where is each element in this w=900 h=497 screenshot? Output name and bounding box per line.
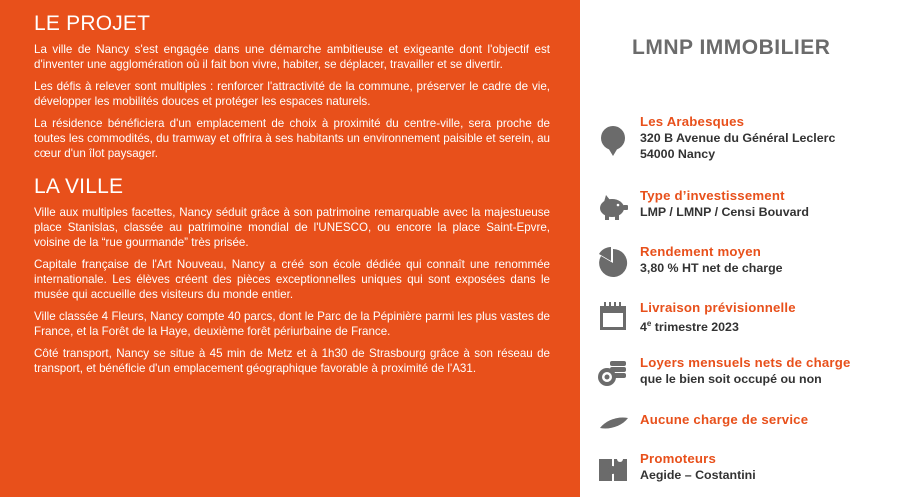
ville-paragraph-2: Capitale française de l'Art Nouveau, Nancy a créé son école dédiée qui connaît une renommée internationale. Les élèves créent des pièces exceptionnelles uniques qui sont exposées dans le musée qui accueille des visiteurs du monde entier. [34,258,550,301]
location-title: Les Arabesques [640,114,745,129]
projet-paragraph-1: La ville de Nancy s'est engagée dans une démarche ambitieuse et exigeante dont l'objectif est d'inventer une agglomération où il fait bon vivre, habiter, se déplacer, travailler et se divertir. [34,43,550,71]
info-yield [594,244,900,288]
investment-value: LMP / LMNP / Censi Bouvard [640,205,809,219]
pie-chart-icon [596,246,630,280]
delivery-value: 4e trimestre 2023 [640,319,739,335]
projet-title: LE PROJET [34,12,151,35]
ville-paragraph-4: Côté transport, Nancy se situe à 45 min de Metz et à 1h30 de Strasbourg grâce à son réseau de transport, et bénéficie d'un emplacement géographique favorable à proximité de l'A31. [34,347,550,375]
rent-title: Loyers mensuels nets de charge [640,355,851,370]
map-pin-icon [596,124,630,158]
promoter-value: Aegide – Costantini [640,468,756,482]
service-title: Aucune charge de service [640,412,809,427]
puzzle-icon [596,453,630,487]
yield-value: 3,80 % HT net de charge [640,261,783,275]
calendar-icon [596,300,630,334]
location-address: 320 B Avenue du Général Leclerc [640,131,836,145]
right-panel [580,0,900,497]
info-location [594,114,900,161]
info-delivery [594,300,900,344]
info-rent [594,355,900,399]
ville-paragraph-3: Ville classée 4 Fleurs, Nancy compte 40 parcs, dont le Parc de la Pépinière parmi les plus vastes de France, et la Forêt de la Haye, deuxième forêt périurbaine de France. [34,310,550,338]
delivery-title: Livraison prévisionnelle [640,300,796,315]
yield-title: Rendement moyen [640,244,761,259]
ville-paragraph-1: Ville aux multiples facettes, Nancy séduit grâce à son patrimoine remarquable avec la majestueuse place Stanislas, classée au patrimoine mondial de l'UNESCO, ou encore la place Saint-Epvre, voisine de la “rue gourmande” très prisée. [34,206,550,249]
leaf-icon [596,406,630,440]
rent-value: que le bien soit occupé ou non [640,372,822,386]
coins-icon [596,357,630,391]
projet-paragraph-2: Les défis à relever sont multiples : renforcer l'attractivité de la commune, préserver le cadre de vie, développer les mobilités douces et protéger les espaces naturels. [34,80,550,108]
projet-paragraph-3: La résidence bénéficiera d'un emplacement de choix à proximité du centre-ville, sera proche de toutes les commodités, du tramway et offrira à ses habitants un environnement paisible et serein, au cœur d'un îlot paysager. [34,117,550,160]
location-city: 54000 Nancy [640,147,716,161]
info-investment [594,188,900,232]
piggy-bank-icon [596,190,630,224]
brand-title: LMNP IMMOBILIER [632,36,831,59]
ville-title: LA VILLE [34,175,124,198]
investment-title: Type d’investissement [640,188,785,203]
promoter-title: Promoteurs [640,451,717,466]
info-promoter [594,451,900,495]
info-service [594,412,900,456]
